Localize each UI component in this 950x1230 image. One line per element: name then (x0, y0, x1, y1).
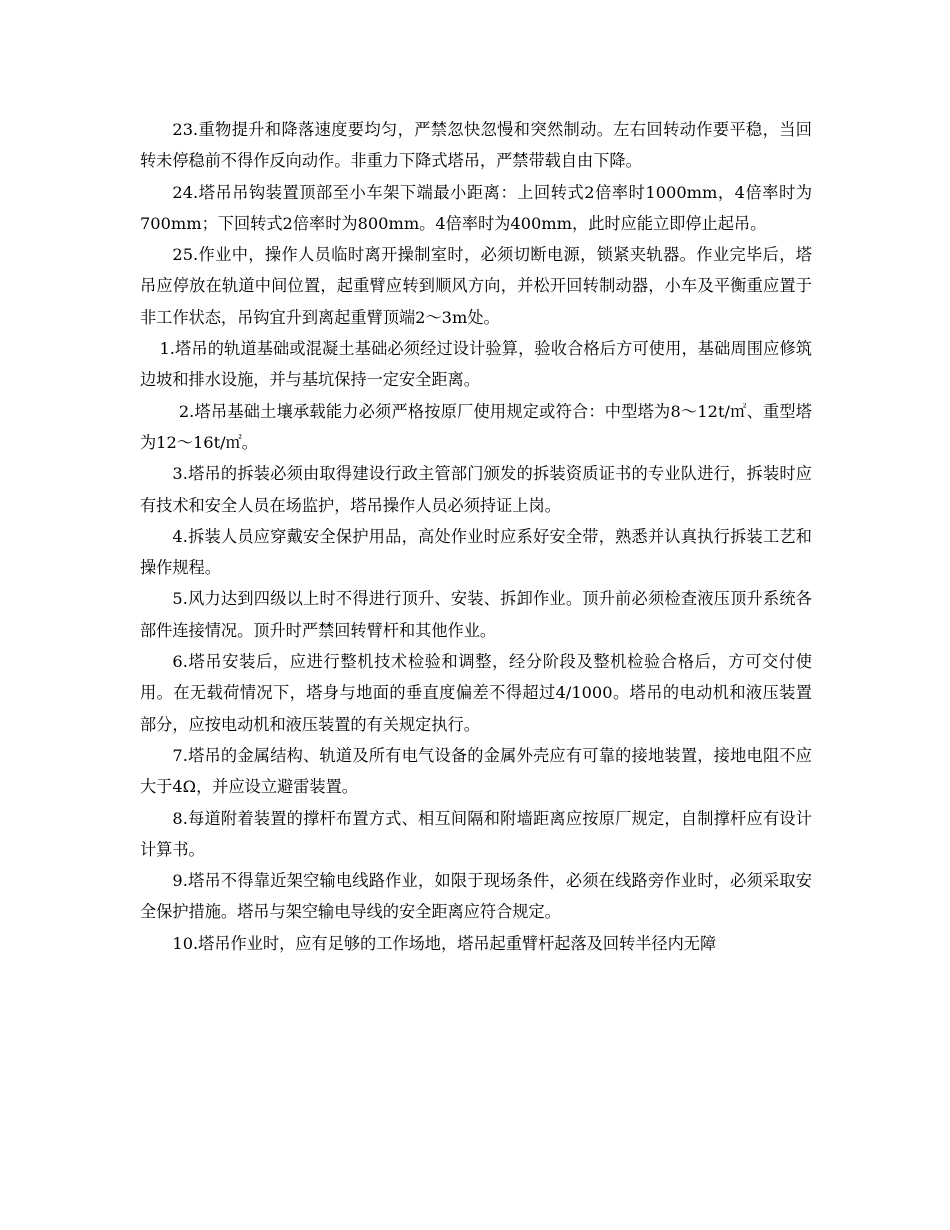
paragraph-5: 5.风力达到四级以上时不得进行顶升、安装、拆卸作业。顶升前必须检查液压顶升系统各部件连接情况。顶升时严禁回转臂杆和其他作业。 (140, 589, 812, 640)
paragraph-4: 4.拆装人员应穿戴安全保护用品，高处作业时应系好安全带，熟悉并认真执行拆装工艺和操作规程。 (140, 526, 812, 578)
paragraph-6: 6.塔吊安装后，应进行整机技术检验和调整，经分阶段及整机检验合格后，方可交付使用。在无载荷情况下，塔身与地面的垂直度偏差不得超过4/1000。塔吊的电动机和液压装置部分，应按电动机和液压装置的有关规定执行。 (140, 652, 812, 734)
paragraph-10: 10.塔吊作业时，应有足够的工作场地，塔吊起重臂杆起落及回转半径内无障 (172, 933, 717, 953)
paragraph-8: 8.每道附着装置的撑杆布置方式、相互间隔和附墙距离应按原厂规定，自制撑杆应有设计计算书。 (140, 808, 812, 859)
paragraph-24: 24.塔吊吊钩装置顶部至小车架下端最小距离：上回转式2倍率时1000mm，4倍率时为700mm；下回转式2倍率时为800mm。4倍率时为400mm，此时应能立即停止起吊。 (140, 182, 812, 233)
paragraph-25: 25.作业中，操作人员临时离开操制室时，必须切断电源，锁紧夹轨器。作业完毕后，塔吊应停放在轨道中间位置，起重臂应转到顺风方向，并松开回转制动器，小车及平衡重应置于非工作状态，吊钩宜升到离起重臂顶端2～3m处。 (140, 245, 812, 327)
paragraph-2: 2.塔吊基础土壤承载能力必须严格按原厂使用规定或符合：中型塔为8～12t/㎡、重型塔为12～16t/㎡。 (140, 401, 812, 452)
paragraph-9: 9.塔吊不得靠近架空输电线路作业，如限于现场条件，必须在线路旁作业时，必须采取安全保护措施。塔吊与架空输电导线的安全距离应符合规定。 (140, 871, 812, 922)
paragraph-23: 23.重物提升和降落速度要均匀，严禁忽快忽慢和突然制动。左右回转动作要平稳，当回转未停稳前不得作反向动作。非重力下降式塔吊，严禁带载自由下降。 (140, 120, 812, 171)
document-body (140, 114, 812, 959)
paragraph-7: 7.塔吊的金属结构、轨道及所有电气设备的金属外壳应有可靠的接地装置，接地电阻不应大于4Ω，并应设立避雷装置。 (140, 745, 812, 797)
paragraph-1: 1.塔吊的轨道基础或混凝土基础必须经过设计验算，验收合格后方可使用，基础周围应修筑边坡和排水设施，并与基坑保持一定安全距离。 (140, 339, 812, 390)
paragraph-3: 3.塔吊的拆装必须由取得建设行政主管部门颁发的拆装资质证书的专业队进行，拆装时应有技术和安全人员在场监护，塔吊操作人员必须持证上岗。 (140, 464, 812, 515)
